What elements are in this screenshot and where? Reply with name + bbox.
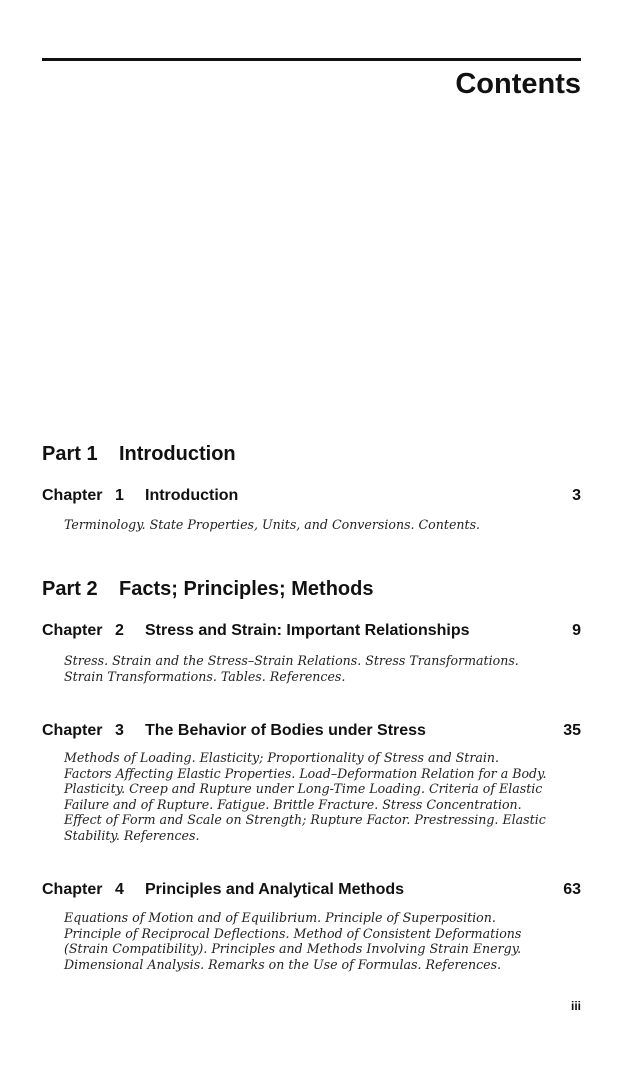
chapter-heading[interactable] xyxy=(42,487,581,505)
chapter-heading[interactable] xyxy=(42,622,581,640)
chapter-title: The Behavior of Bodies under Stress xyxy=(145,722,426,739)
description-line: Dimensional Analysis. Remarks on the Use of Formulas. References. xyxy=(64,956,502,972)
part-title: Facts; Principles; Methods xyxy=(119,578,374,600)
description-line: Equations of Motion and of Equilibrium. Principle of Superposition. xyxy=(64,910,496,925)
description-line: Plasticity. Creep and Rupture under Long-Time Loading. Criteria of Elastic xyxy=(64,781,543,797)
chapter-description xyxy=(64,517,480,533)
description-line: Methods of Loading. Elasticity; Proportionality of Stress and Strain. xyxy=(64,750,500,765)
chapter-description xyxy=(64,750,547,844)
description-line: Strain Transformations. Tables. References. xyxy=(64,668,346,684)
chapter-label: Chapter xyxy=(42,881,103,898)
chapter-page: 35 xyxy=(563,722,581,739)
page-number: iii xyxy=(570,999,581,1013)
chapter-label: Chapter xyxy=(42,622,103,639)
chapter-page: 3 xyxy=(572,487,581,504)
chapter-label: Chapter xyxy=(42,722,103,739)
chapter-label: Chapter xyxy=(42,487,103,504)
chapter-page: 9 xyxy=(572,622,581,639)
chapter-title: Stress and Strain: Important Relationships xyxy=(145,622,470,639)
description-line: Stress. Strain and the Stress–Strain Relations. Stress Transformations. xyxy=(64,653,519,668)
chapter-heading[interactable] xyxy=(42,881,581,899)
chapter-title: Principles and Analytical Methods xyxy=(145,881,405,898)
page-title: Contents xyxy=(455,68,581,100)
part-label: Part 1 xyxy=(42,443,98,465)
header-rule xyxy=(42,58,581,61)
chapter-page: 63 xyxy=(563,881,581,898)
description-line: Stability. References. xyxy=(64,827,200,843)
description-line: Failure and of Rupture. Fatigue. Brittle Fracture. Stress Concentration. xyxy=(64,796,522,812)
description-line: (Strain Compatibility). Principles and Methods Involving Strain Energy. xyxy=(64,941,522,957)
description-line: Effect of Form and Scale on Strength; Rupture Factor. Prestressing. Elastic xyxy=(64,812,546,828)
part-label: Part 2 xyxy=(42,578,98,600)
chapter-number: 4 xyxy=(115,881,124,898)
chapter-number: 2 xyxy=(115,622,124,639)
chapter-description xyxy=(64,653,519,684)
part-title: Introduction xyxy=(119,443,236,465)
part-heading xyxy=(42,578,374,601)
description-line: Terminology. State Properties, Units, and Conversions. Contents. xyxy=(64,517,481,532)
description-line: Principle of Reciprocal Deflections. Method of Consistent Deformations xyxy=(64,925,522,941)
description-line: Factors Affecting Elastic Properties. Load–Deformation Relation for a Body. xyxy=(64,765,547,781)
chapter-number: 3 xyxy=(115,722,124,739)
chapter-title: Introduction xyxy=(145,487,239,504)
chapter-description xyxy=(64,910,521,972)
chapter-heading[interactable] xyxy=(42,722,581,740)
chapter-number: 1 xyxy=(115,487,124,504)
part-heading xyxy=(42,443,236,466)
